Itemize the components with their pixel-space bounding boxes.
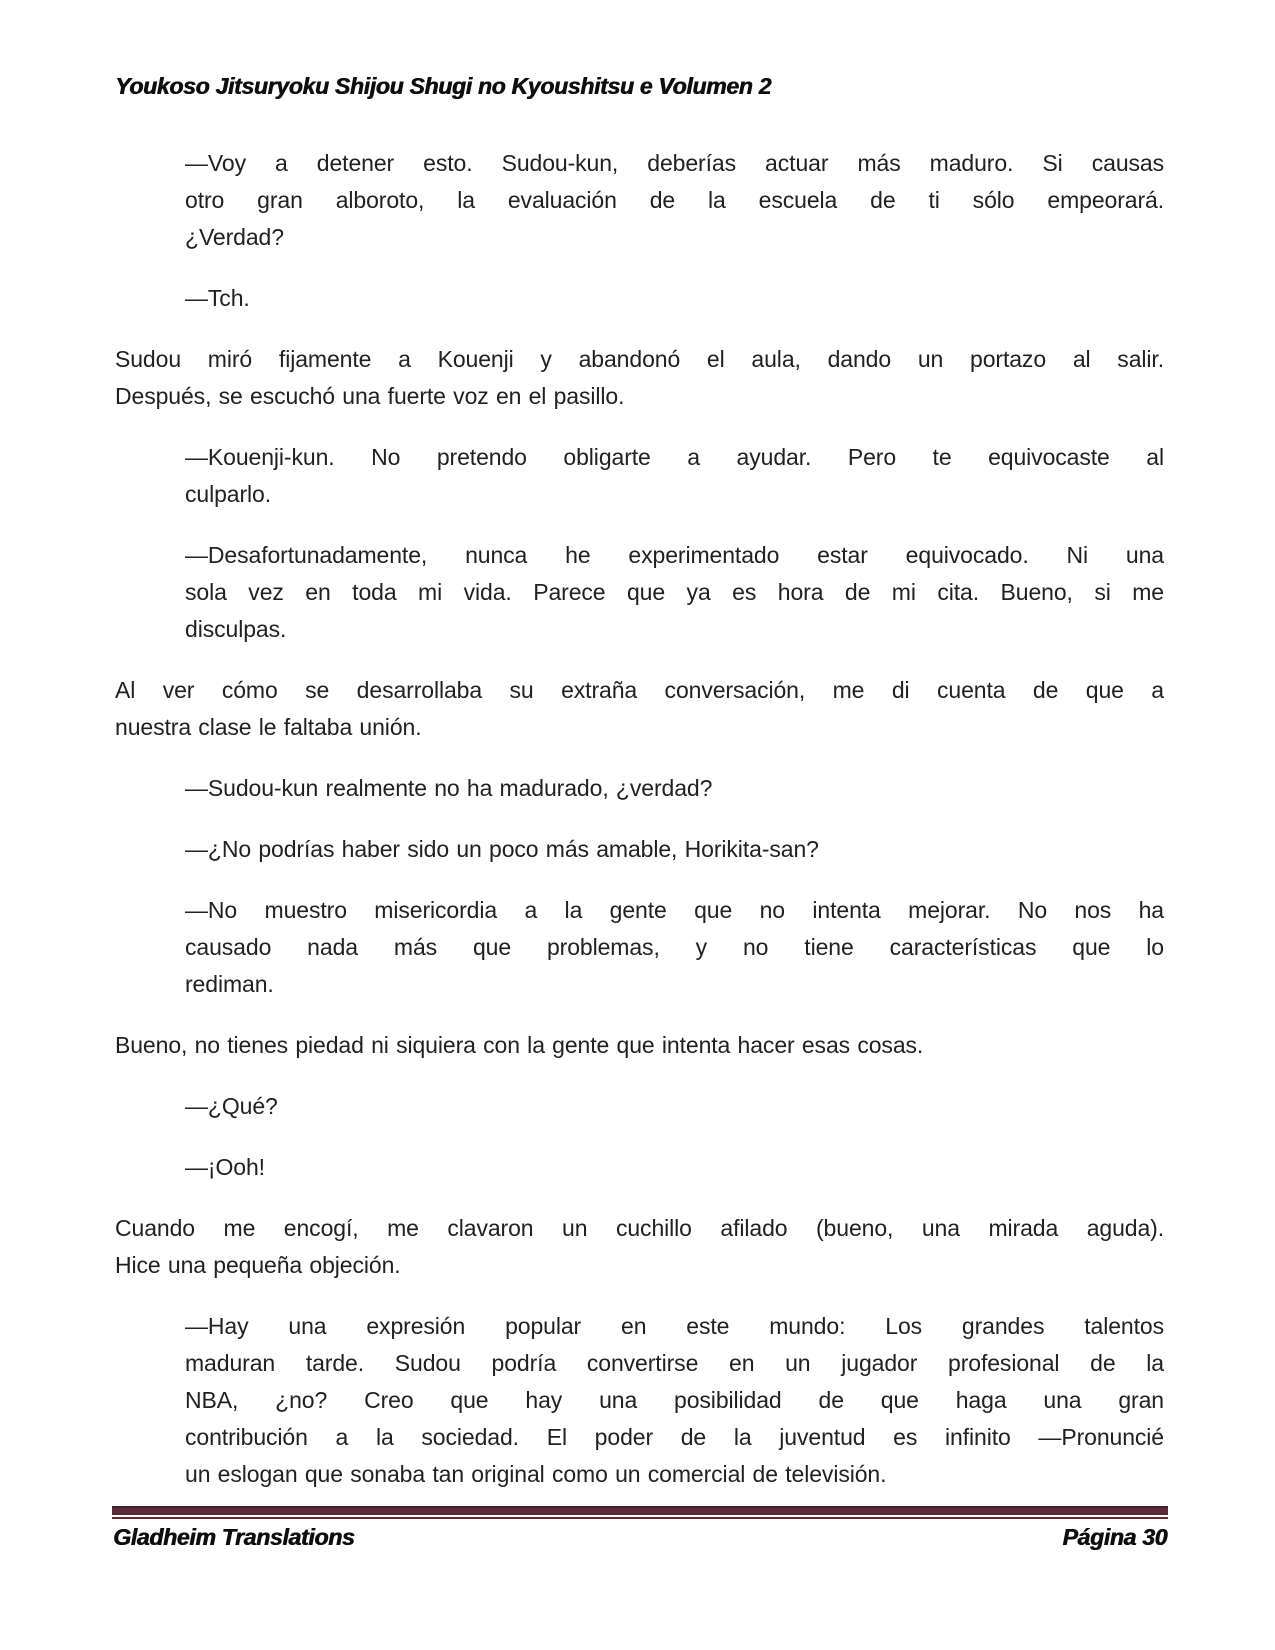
dialogue-paragraph: [185, 280, 1164, 317]
paragraph-line: —¡Ooh!: [185, 1154, 265, 1180]
paragraph-line: Cuando me encogí, me clavaron un cuchillo afilado (bueno, una mirada aguda).: [115, 1215, 1164, 1241]
paragraph-line: Sudou miró fijamente a Kouenji y abandonó el aula, dando un portazo al salir.: [115, 346, 1164, 372]
paragraph-line: disculpas.: [185, 616, 287, 642]
paragraph-line: Bueno, no tienes piedad ni siquiera con la gente que intenta hacer esas cosas.: [115, 1032, 924, 1058]
narration-paragraph: [115, 672, 1164, 746]
dialogue-paragraph: [185, 1308, 1164, 1493]
paragraph-line: —Kouenji-kun. No pretendo obligarte a ayudar. Pero te equivocaste al: [185, 444, 1164, 470]
paragraph-line: —Sudou-kun realmente no ha madurado, ¿verdad?: [185, 775, 713, 801]
paragraph-line: —Hay una expresión popular en este mundo: Los grandes talentos: [185, 1313, 1164, 1339]
dialogue-paragraph: [185, 537, 1164, 648]
paragraph-line: —Desafortunadamente, nunca he experimentado estar equivocado. Ni una: [185, 542, 1164, 568]
dialogue-paragraph: [185, 1088, 1164, 1125]
paragraph-line: NBA, ¿no? Creo que hay una posibilidad de que haga una gran: [185, 1387, 1164, 1413]
dialogue-paragraph: [185, 145, 1164, 256]
dialogue-paragraph: [185, 1149, 1164, 1186]
paragraph-line: causado nada más que problemas, y no tiene características que lo: [185, 934, 1164, 960]
paragraph-line: Después, se escuchó una fuerte voz en el pasillo.: [115, 383, 625, 409]
paragraph-line: ¿Verdad?: [185, 224, 284, 250]
paragraph-line: —Voy a detener esto. Sudou-kun, deberías actuar más maduro. Si causas: [185, 150, 1164, 176]
paragraphs: [115, 145, 1164, 1517]
dialogue-paragraph: [185, 770, 1164, 807]
paragraph-line: Hice una pequeña objeción.: [115, 1252, 401, 1278]
narration-paragraph: [115, 1027, 1164, 1064]
paragraph-line: —¿Qué?: [185, 1093, 278, 1119]
narration-paragraph: [115, 341, 1164, 415]
dialogue-paragraph: [185, 892, 1164, 1003]
paragraph-line: —Tch.: [185, 285, 250, 311]
footer-page-number: Página 30: [1062, 1524, 1167, 1550]
paragraph-line: culparlo.: [185, 481, 272, 507]
footer-translator-credit: Gladheim Translations: [113, 1524, 355, 1550]
paragraph-line: Al ver cómo se desarrollaba su extraña conversación, me di cuenta de que a: [115, 677, 1164, 703]
narration-paragraph: [115, 1210, 1164, 1284]
dialogue-paragraph: [185, 439, 1164, 513]
paragraph-line: —¿No podrías haber sido un poco más amable, Horikita-san?: [185, 836, 819, 862]
paragraph-line: nuestra clase le faltaba unión.: [115, 714, 422, 740]
paragraph-line: —No muestro misericordia a la gente que no intenta mejorar. No nos ha: [185, 897, 1164, 923]
dialogue-paragraph: [185, 831, 1164, 868]
footer-divider: [112, 1506, 1168, 1521]
paragraph-line: contribución a la sociedad. El poder de la juventud es infinito —Pronuncié: [185, 1424, 1164, 1450]
paragraph-line: otro gran alboroto, la evaluación de la escuela de ti sólo empeorará.: [185, 187, 1164, 213]
paragraph-line: sola vez en toda mi vida. Parece que ya es hora de mi cita. Bueno, si me: [185, 579, 1164, 605]
paragraph-line: maduran tarde. Sudou podría convertirse en un jugador profesional de la: [185, 1350, 1164, 1376]
page-header-title: Youkoso Jitsuryoku Shijou Shugi no Kyoushitsu e Volumen 2: [115, 73, 771, 99]
paragraph-line: rediman.: [185, 971, 274, 997]
page-footer: [113, 1524, 1167, 1551]
paragraph-line: un eslogan que sonaba tan original como un comercial de televisión.: [185, 1461, 887, 1487]
